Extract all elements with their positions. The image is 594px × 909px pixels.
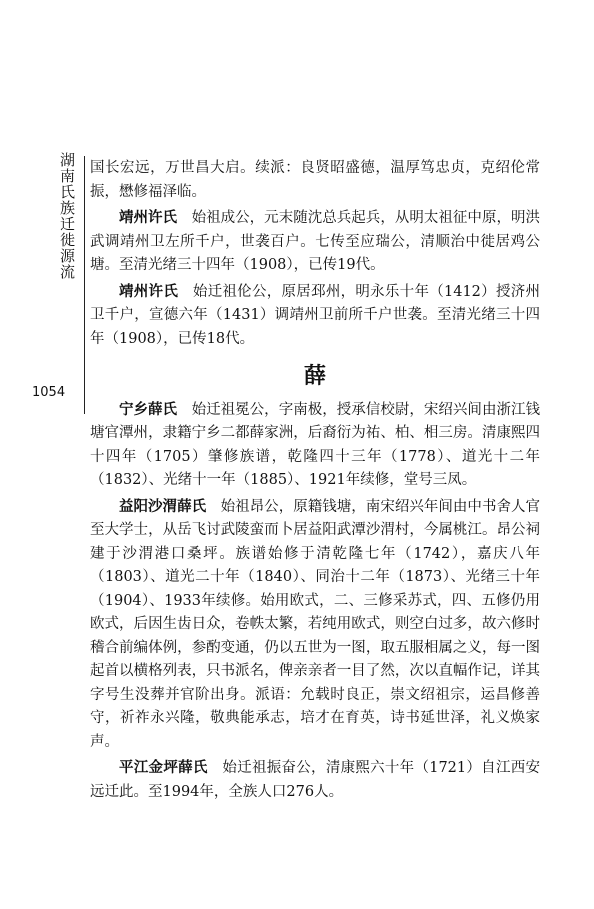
entry-jingzhou-xu-2 <box>90 281 540 352</box>
entry-name: 靖州许氏 <box>119 210 178 226</box>
entry-text: 始祖成公，元末随沈总兵起兵，从明太祖征中原，明洪武调靖州卫左所千户，世袭百户。七传至应瑞公，清顺治中徙居鸡公塘。至清光绪三十四年（1908），已传19代。 <box>90 210 541 273</box>
entry-text: 始迁祖振奋公，清康熙六十年（1721）自江西安远迁此。至1994年，全族人口276人。 <box>90 760 540 800</box>
paragraph-continued: 国长宏远，万世昌大启。续派：良贤昭盛德，温厚笃忠贞，克绍伦常振，懋修福泽临。 <box>90 160 540 200</box>
entry-name: 靖州许氏 <box>119 283 179 300</box>
entry-jingzhou-xu-1 <box>90 207 540 278</box>
section-heading: 薛 <box>303 364 326 389</box>
entry-name: 益阳沙渭薛氏 <box>119 498 207 515</box>
entry-text: 始迁祖冕公，字南极，授承信校尉，宋绍兴间由浙江钱塘官潭州，隶籍宁乡二都薛家洲，后裔衍为祐、柏、相三房。清康熙四十四年（1705）肇修族谱，乾隆四十三年（1778）、道光十二年（1832）、光绪十一年（1885）、1921年续修，堂号三凤。 <box>90 401 541 488</box>
entry-text: 始祖昂公，原籍钱塘，南宋绍兴年间由中书舍人官至大学士，从岳飞讨武陵蛮而卜居益阳武潭沙渭村，今属桃江。昂公祠建于沙渭港口桑坪。族谱始修于清乾隆七年（1742），嘉庆八年（1803）、道光二十年（1840）、同治十二年（1873）、光绪三十年（1904）、1933年续修。始用欧式，二、三修采苏式，四、五修仍用欧式，后因生齿日众，卷帙太繁，若纯用欧式，则空白过多，故六修时稽合前编体例，参酌变通，仍以五世为一图，取五服相属之义，每一图起首以横格列表，只书派名，俾亲亲者一目了然，次以直幅作记，详其字号生没葬并官阶出身。派语：允载时良正，崇文绍祖宗，运昌修善守，祈祚永兴隆，敬典能承志，培才在育英，诗书延世泽，礼义焕家声。 <box>90 498 541 750</box>
page-body <box>90 157 540 807</box>
running-title: 湖南氏族迁徙源流 <box>58 152 76 280</box>
page-number: 1054 <box>32 385 66 400</box>
entry-yiyang-xue <box>90 496 540 755</box>
entry-text: 始迁祖伦公，原居邳州，明永乐十年（1412）授济州卫千户，宣德六年（1431）调靖州卫前所千户世袭。至清光绪三十四年（1908），已传18代。 <box>90 283 540 347</box>
entry-ningxiang-xue <box>90 399 540 493</box>
margin-rule <box>84 156 85 414</box>
entry-name: 宁乡薛氏 <box>119 401 178 418</box>
entry-pingjiang-xue <box>90 757 540 804</box>
entry-name: 平江金坪薛氏 <box>119 760 208 776</box>
